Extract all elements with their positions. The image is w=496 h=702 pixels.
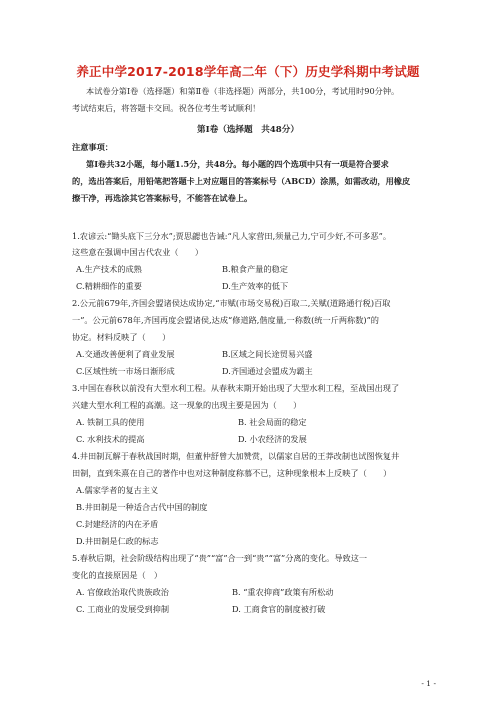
question-stem: 5.春秋后期，社会阶级结构出现了“贵”“富”合一到“贵”“富”分离的变化。导致这一 — [72, 553, 368, 563]
section-heading: 第Ⅰ卷（选择题 共48分） — [197, 125, 299, 135]
option-d: D. 小农经济的发展 — [238, 434, 307, 444]
option-d: D. 工商食官的制度被打破 — [232, 604, 326, 614]
question-stem: 田制，直到朱熹在自己的著作中也对这种制度称慕不已，这种现象根本上反映了（ ） — [72, 468, 392, 478]
page-title: 养正中学2017-2018学年高二年（下）历史学科期中考试题 — [76, 64, 420, 79]
option-b: B. “重农抑商”政策有所松动 — [232, 587, 334, 597]
notice-label: 注意事项： — [72, 142, 113, 152]
page-number: - 1 - — [421, 679, 436, 688]
option-d: D.井田制是仁政的标志 — [76, 536, 159, 546]
option-a: A. 铁制工具的使用 — [76, 417, 145, 427]
option-d: D.齐国通过会盟成为霸主 — [222, 366, 313, 376]
option-b: B.区域之间长途贸易兴盛 — [222, 349, 313, 359]
notice-text: 的，选出答案后，用铅笔把答题卡上对应题目的答案标号（ABCD）涂黑，如需改动，用橡皮 — [72, 176, 411, 186]
option-b: B. 社会局面的稳定 — [238, 417, 307, 427]
question-stem: 一”。公元前678年,齐国再度会盟诸侯,达成“修道路,偕度量,一称数(统一斤两称数)”的 — [72, 315, 379, 325]
intro-text: 本试卷分第Ⅰ卷（选择题）和第Ⅱ卷（非选择题）两部分，共100分，考试用时90分钟。 — [86, 86, 400, 96]
question-stem: 3.中国在春秋以前没有大型水利工程。从春秋末期开始出现了大型水利工程，至战国出现了 — [72, 383, 400, 393]
option-c: C.区域性统一市场日渐形成 — [76, 366, 175, 376]
option-a: A.生产技术的成熟 — [76, 264, 142, 274]
option-c: C.封建经济的内在矛盾 — [76, 519, 159, 529]
question-stem: 变化的直接原因是（ ） — [72, 570, 163, 580]
question-stem: 1.农谚云:“锄头底下三分水”;贾思勰也告诫:“凡人家营田,须量己力,宁可少好,不可多恶”。 — [72, 231, 392, 241]
question-stem: 2.公元前679年,齐国会盟诸侯达成协定,“市赋(市场交易税)百取二,关赋(道路通行税)百取 — [72, 298, 391, 308]
question-stem: 兴建大型水利工程的高潮。这一现象的出现主要是因为（ ） — [72, 400, 302, 410]
option-a: A. 官僚政治取代贵族政治 — [76, 587, 169, 597]
option-a: A.交通改善便利了商业发展 — [76, 349, 175, 359]
option-d: D.生产效率的低下 — [222, 281, 289, 291]
intro-text: 考试结束后，将答题卡交回。祝各位考生考试顺利！ — [72, 103, 261, 113]
question-stem: 协定。材料反映了（ ） — [72, 332, 171, 342]
option-b: B.粮食产量的稳定 — [222, 264, 288, 274]
option-c: C. 水利技术的提高 — [76, 434, 145, 444]
option-c: C.精耕细作的重要 — [76, 281, 142, 291]
option-a: A.儒家学者的复古主义 — [76, 485, 159, 495]
question-stem: 4.井田制瓦解于春秋战国时期，但董仲舒曾大加赞赏，以儒家自居的王莽改制也试图恢复井 — [72, 451, 400, 461]
option-b: B.井田制是一种适合古代中国的制度 — [76, 502, 208, 512]
notice-text: 第Ⅰ卷共32小题，每小题1.5分，共48分。每小题的四个选项中只有一项是符合要求 — [86, 159, 389, 169]
option-c: C. 工商业的发展受到抑制 — [76, 604, 170, 614]
question-stem: 这些意在强调中国古代农业（ ） — [72, 247, 204, 257]
notice-text: 擦干净，再选涂其它答案标号，不能答在试卷上。 — [72, 193, 253, 203]
